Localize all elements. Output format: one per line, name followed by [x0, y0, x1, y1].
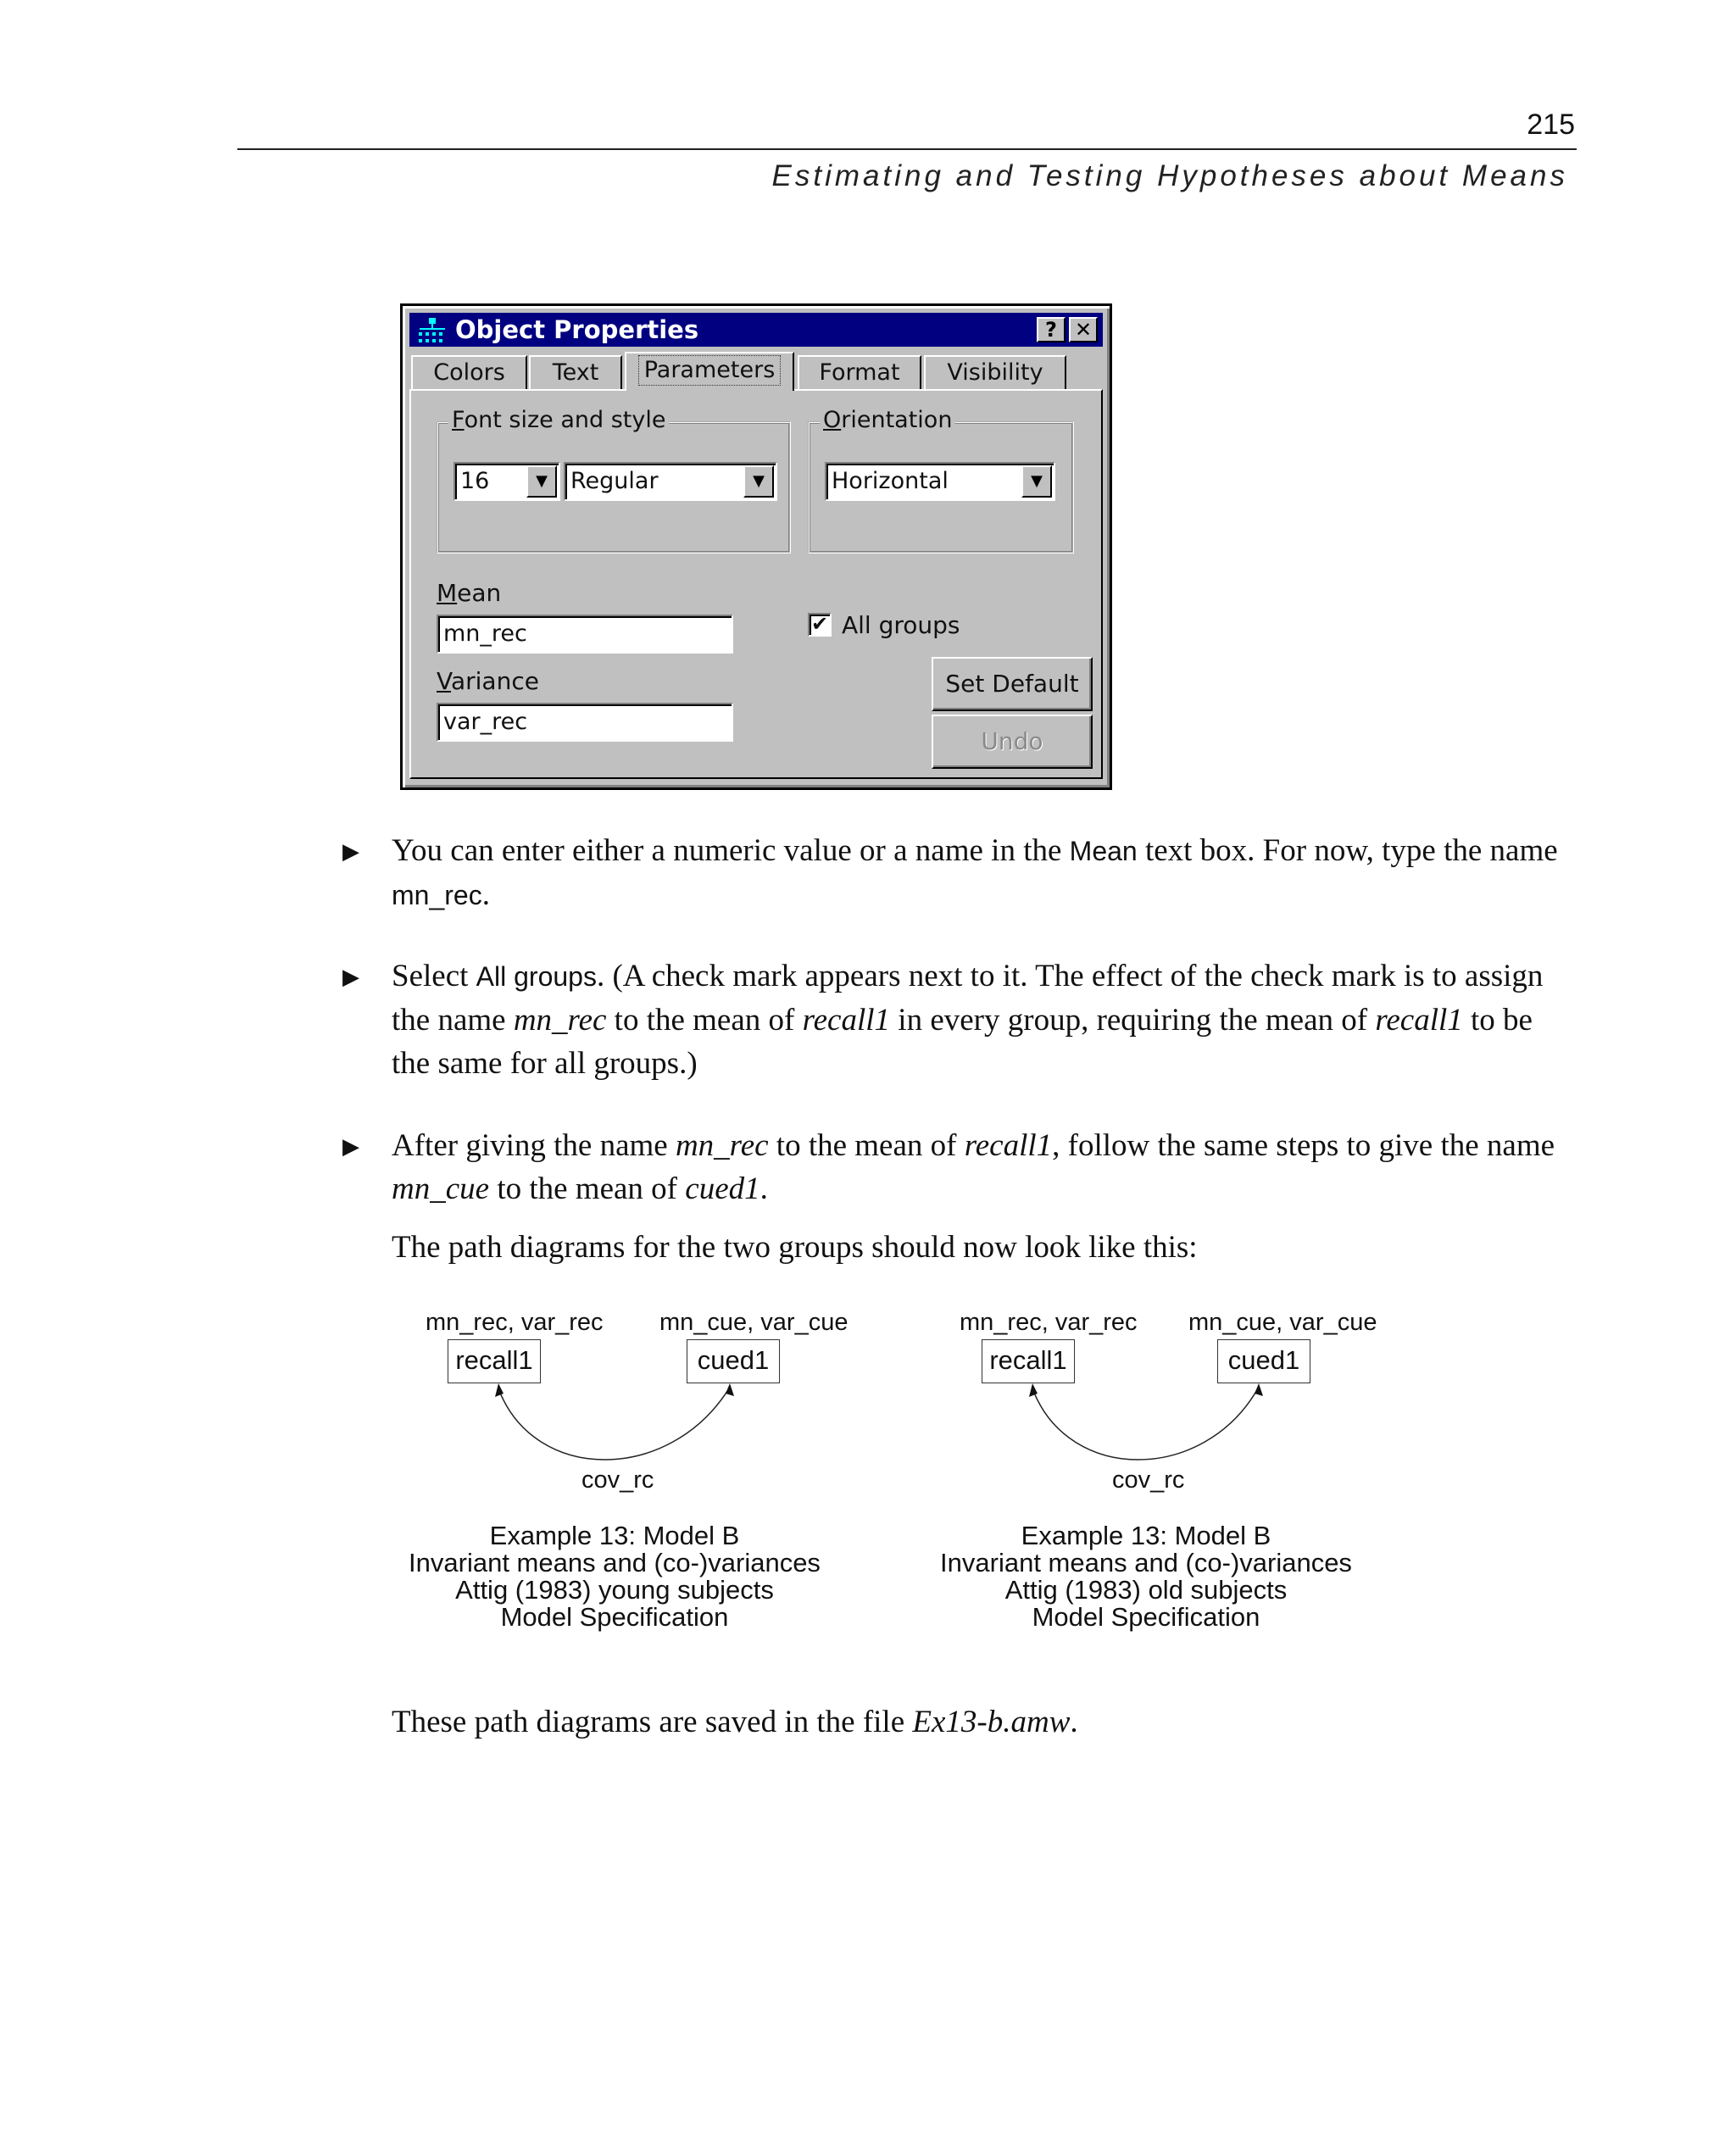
text-run: to the mean of [489, 1171, 686, 1206]
text-run: Select [392, 959, 476, 993]
term-cued1: cued1 [685, 1171, 760, 1206]
orientation-combo[interactable] [825, 462, 1055, 501]
text-run: You can enter either a numeric value or a name in the [392, 833, 1070, 868]
term-mn-cue: mn_cue [392, 1171, 490, 1206]
mean-variance-label: mn_rec, var_rec [960, 1309, 1138, 1336]
text-run: . [1070, 1705, 1078, 1739]
caption-line: Invariant means and (co-)variances [409, 1548, 821, 1577]
ui-term-mean: Mean [1069, 836, 1138, 866]
variable-box-cued1: cued1 [687, 1339, 780, 1383]
covariance-arrow [1009, 1373, 1297, 1475]
help-button[interactable]: ? [1037, 317, 1066, 342]
bullet-marker: ▶ [342, 839, 359, 864]
page-number: 215 [1527, 108, 1575, 141]
chevron-down-icon[interactable]: ▼ [1021, 465, 1052, 498]
filename: Ex13-b.amw [912, 1705, 1071, 1739]
diagram-caption [377, 1522, 852, 1631]
text-run: text box. For now, type the name [1137, 833, 1558, 868]
diagram-caption [909, 1522, 1383, 1631]
text-run: to the mean of [768, 1128, 965, 1163]
term-mn-rec: mn_rec [513, 1003, 607, 1038]
font-size-style-label: Font size and style [448, 408, 669, 433]
term-recall1: recall1 [1375, 1003, 1463, 1038]
variable-box-cued1: cued1 [1217, 1339, 1310, 1383]
text-run: , follow the same steps to give the name [1052, 1128, 1555, 1163]
close-button[interactable]: ✕ [1069, 317, 1098, 342]
dialog-title: Object Properties [455, 315, 699, 344]
caption-line: Invariant means and (co-)variances [940, 1548, 1352, 1577]
variable-box-recall1: recall1 [982, 1339, 1075, 1383]
chevron-down-icon[interactable]: ▼ [526, 465, 557, 498]
bullet-marker: ▶ [342, 965, 359, 989]
orientation-label: Orientation [820, 408, 955, 433]
set-default-button[interactable]: Set Default [932, 657, 1093, 711]
chevron-down-icon[interactable]: ▼ [743, 465, 774, 498]
tab-text[interactable]: Text [529, 355, 622, 389]
font-style-value: Regular [570, 468, 659, 494]
term-mn-rec: mn_rec [675, 1128, 769, 1163]
tab-parameters[interactable] [625, 352, 794, 391]
object-properties-dialog [400, 303, 1112, 790]
bullet-paragraph [392, 829, 1575, 917]
term-recall1: recall1 [964, 1128, 1053, 1163]
title-bar[interactable] [409, 313, 1103, 347]
text-run: in every group, requiring the mean of [890, 1003, 1376, 1038]
bullet-paragraph [392, 1124, 1575, 1210]
covariance-arrow [475, 1373, 763, 1475]
undo-button[interactable]: Undo [932, 715, 1093, 769]
diagram-intro: The path diagrams for the two groups should now look like this: [392, 1230, 1198, 1265]
text-run: . (A check mark appears next to it. The effect of the check mark is to assign the name [392, 959, 1544, 1038]
text-run: These path diagrams are saved in the file [392, 1705, 913, 1739]
bullet-paragraph [392, 954, 1575, 1085]
font-style-combo[interactable] [564, 462, 777, 501]
covariance-label: cov_rc [1112, 1466, 1185, 1494]
orientation-value: Horizontal [832, 468, 949, 494]
covariance-label: cov_rc [581, 1466, 654, 1494]
variance-label: Variance [437, 667, 539, 695]
closing-paragraph [392, 1700, 1575, 1744]
tab-colors[interactable]: Colors [411, 355, 527, 389]
tab-parameters-label: Parameters [638, 355, 782, 386]
variance-input[interactable]: var_rec [437, 703, 733, 742]
font-size-combo[interactable] [453, 462, 560, 501]
caption-line: Attig (1983) old subjects [1004, 1575, 1288, 1605]
mean-input[interactable]: mn_rec [437, 615, 733, 654]
text-run: to be the same for all groups.) [392, 1003, 1533, 1081]
all-groups-label[interactable]: All groups [842, 611, 960, 639]
tab-visibility[interactable]: Visibility [924, 355, 1066, 389]
text-run: to the mean of [606, 1003, 803, 1038]
caption-line: Model Specification [1032, 1602, 1260, 1632]
mean-label: Mean [437, 579, 502, 607]
mean-variance-label: mn_cue, var_cue [1188, 1309, 1377, 1336]
tab-format[interactable]: Format [798, 355, 921, 389]
mean-variance-label: mn_cue, var_cue [659, 1309, 849, 1336]
ui-term-mn-rec: mn_rec [392, 880, 482, 910]
header-rule [237, 148, 1577, 150]
text-run: . [760, 1171, 768, 1206]
term-recall1: recall1 [802, 1003, 891, 1038]
caption-line: Model Specification [500, 1602, 729, 1632]
variable-box-recall1: recall1 [448, 1339, 541, 1383]
caption-line: Attig (1983) young subjects [455, 1575, 774, 1605]
mean-variance-label: mn_rec, var_rec [426, 1309, 604, 1336]
running-head: Estimating and Testing Hypotheses about Means [771, 159, 1568, 192]
ui-term-all-groups: All groups [476, 961, 597, 992]
caption-line: Example 13: Model B [1021, 1521, 1271, 1550]
bullet-marker: ▶ [342, 1134, 359, 1159]
text-run: . [481, 877, 490, 912]
caption-line: Example 13: Model B [489, 1521, 740, 1550]
font-size-value: 16 [460, 468, 490, 494]
parameters-panel [409, 389, 1103, 779]
text-run: After giving the name [392, 1128, 676, 1163]
all-groups-checkbox[interactable]: ✔ [808, 613, 832, 637]
diagram-app-icon [416, 317, 450, 344]
